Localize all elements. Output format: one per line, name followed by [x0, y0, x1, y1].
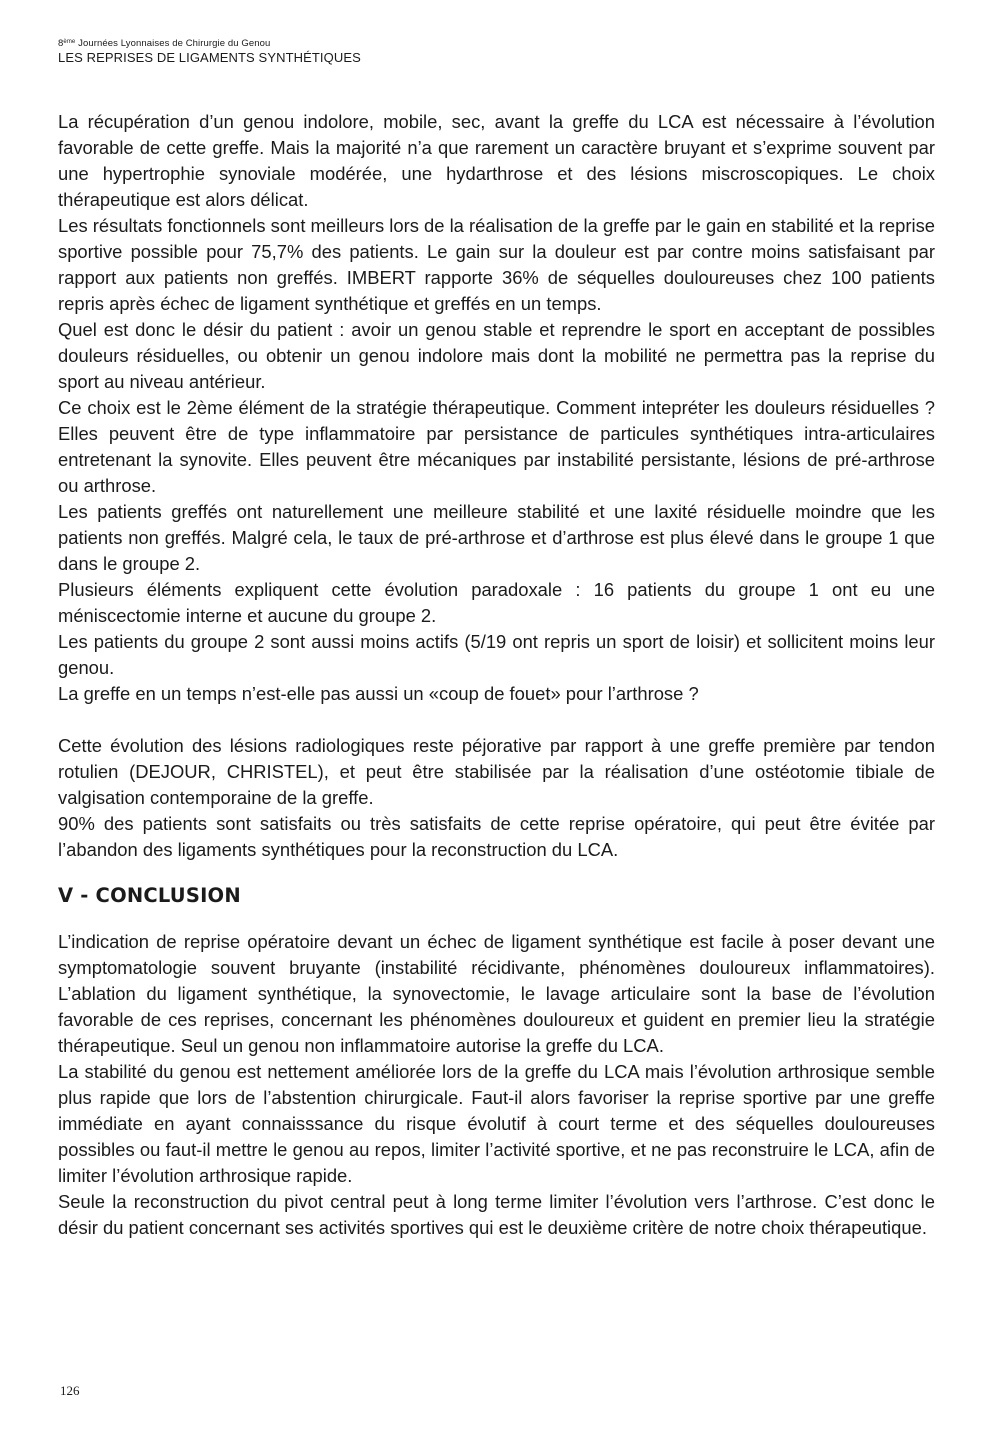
paragraph: La récupération d’un genou indolore, mobile, sec, avant la greffe du LCA est nécessaire à l’évolution favorable de cette greffe. Mais la majorité n’a que rarement un caractère bruyant et s’exprime souvent par une hypertrophie synoviale modérée, une hydarthrose et des lésions miscroscopiques. Le choix thérapeutique est alors délicat.: [58, 111, 935, 210]
paragraph: L’indication de reprise opératoire devant un échec de ligament synthétique est facile à poser devant une symptomatologie souvent bruyante (instabilité récidivante, phénomènes douloureux inflammatoires). L’ablation du ligament synthétique, la synovectomie, le lavage articulaire sont la base de l’évolution favorable de ces reprises, concernant les phénomènes douloureux et guident en premier lieu la stratégie thérapeutique. Seul un genou non inflammatoire autorise la greffe du LCA.: [58, 931, 935, 1056]
paragraph: La stabilité du genou est nettement améliorée lors de la greffe du LCA mais l’évolution arthrosique semble plus rapide que lors de l’abstention chirurgicale. Faut-il alors favoriser la reprise sportive par une greffe immédiate en ayant connaisssance du risque évolutif à court terme et des séquelles douloureuses possibles ou faut-il mettre le genou au repos, limiter l’activité sportive, et ne pas reconstruire le LCA, afin de limiter l’évolution arthrosique rapide.: [58, 1061, 935, 1186]
paragraph: Les patients du groupe 2 sont aussi moins actifs (5/19 ont repris un sport de loisir) et sollicitent moins leur genou.: [58, 631, 935, 678]
paragraph: 90% des patients sont satisfaits ou très satisfaits de cette reprise opératoire, qui peut être évitée par l’abandon des ligaments synthétiques pour la reconstruction du LCA.: [58, 813, 935, 860]
paragraph: Ce choix est le 2ème élément de la stratégie thérapeutique. Comment intepréter les douleurs résiduelles ? Elles peuvent être de type inflammatoire par persistance de particules synthétiques intra-articulaires entretenant la synovite. Elles peuvent être mécaniques par instabilité persistante, lésions de pré-arthrose ou arthrose.: [58, 397, 935, 496]
paragraph: Cette évolution des lésions radiologiques reste péjorative par rapport à une greffe première par tendon rotulien (DEJOUR, CHRISTEL), et peut être stabilisée par la réalisation d’une ostéotomie tibiale de valgisation contemporaine de la greffe.: [58, 735, 935, 808]
paragraph: Les résultats fonctionnels sont meilleurs lors de la réalisation de la greffe par le gain en stabilité et la reprise sportive possible pour 75,7% des patients. Le gain sur la douleur est par contre moins satisfaisant par rapport aux patients non greffés. IMBERT rapporte 36% de séquelles douloureuses chez 100 patients repris après échec de ligament synthétique et greffés en un temps.: [58, 215, 935, 314]
running-header: [58, 38, 658, 66]
conference-line: [58, 38, 658, 50]
conference-name: Journées Lyonnaises de Chirurgie du Genou: [78, 38, 271, 49]
paragraph: La greffe en un temps n’est-elle pas aussi un «coup de fouet» pour l’arthrose ?: [58, 683, 699, 704]
paragraph: Les patients greffés ont naturellement une meilleure stabilité et une laxité résiduelle moindre que les patients non greffés. Malgré cela, le taux de pré-arthrose et d’arthrose est plus élevé dans le groupe 1 que dans le groupe 2.: [58, 501, 935, 574]
page-number: 126: [60, 1383, 80, 1398]
paragraph: Plusieurs éléments expliquent cette évolution paradoxale : 16 patients du groupe 1 ont eu une méniscectomie interne et aucune du groupe 2.: [58, 579, 935, 626]
section-title-conclusion: V - CONCLUSION: [58, 884, 241, 907]
conference-ordinal: 8: [58, 38, 64, 49]
body-text: [58, 109, 935, 1241]
paragraph: Seule la reconstruction du pivot central peut à long terme limiter l’évolution vers l’arthrose. C’est donc le désir du patient concernant ses activités sportives qui est le deuxième critère de notre choix thérapeutique.: [58, 1191, 935, 1238]
section-spacer: [58, 863, 935, 881]
running-title: LES REPRISES DE LIGAMENTS SYNTHÉTIQUES: [58, 50, 361, 65]
conference-ordinal-suffix: ème: [63, 39, 76, 45]
paragraph-spacer: [58, 707, 935, 733]
paragraph: Quel est donc le désir du patient : avoir un genou stable et reprendre le sport en acceptant de possibles douleurs résiduelles, ou obtenir un genou indolore mais dont la mobilité ne permettra pas la reprise du sport au niveau antérieur.: [58, 319, 935, 392]
section-spacer: [58, 911, 935, 929]
